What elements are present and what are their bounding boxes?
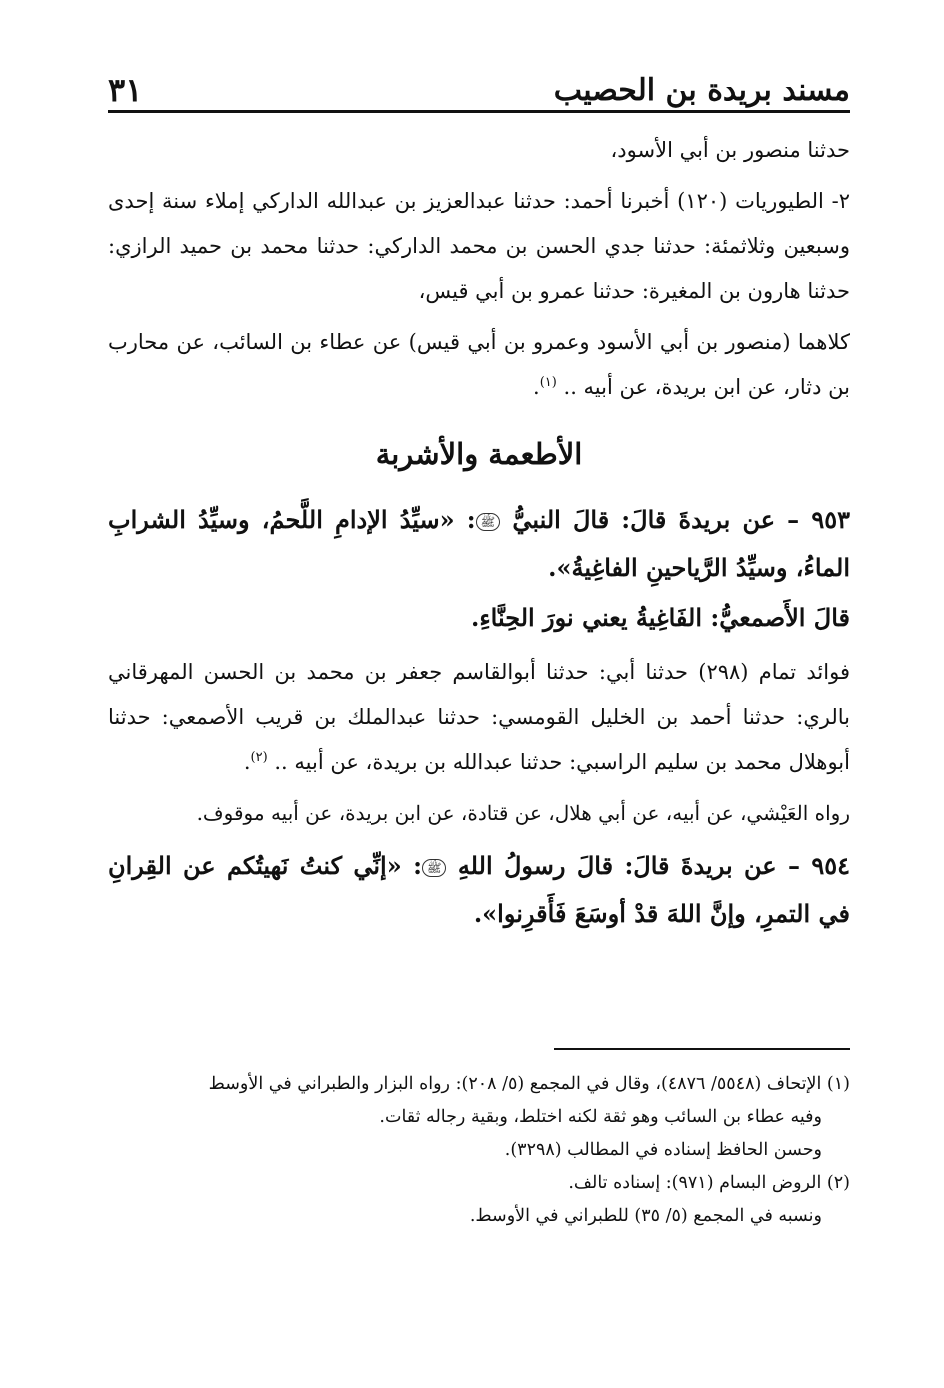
paragraph-3-text: كلاهما (منصور بن أبي الأسود وعمرو بن أبي قيس) عن عطاء بن السائب، عن محارب بن دثار، عن ابن بريدة، عن أبيه .. [108,330,850,399]
footnotes [108,1068,850,1233]
header-divider [108,110,850,113]
salawat-glyph: ﷺ [476,513,501,531]
page-header [108,62,850,109]
footnote-2-line-1: (٢) الروض البسام (٩٧١): إسناده تالف. [568,1173,850,1193]
section-heading: الأطعمة والأشربة [375,437,583,471]
footnote-1-line-2: وفيه عطاء بن السائب وهو ثقة لكنه اختلط، وبقية رجاله ثقات. [379,1107,822,1127]
paragraph-3-end: . [533,375,540,399]
main-text [108,128,850,940]
hadith-954-number: ٩٥٤ [811,851,850,880]
paragraph-4-end: . [243,750,251,774]
hadith-954 [108,842,850,938]
running-title: مسند بريدة بن الحصيب [553,73,850,108]
hadith-954-text: : «إنِّي كنتُ نَهيتُكم عن القِرانِ في التمرِ، وإنَّ اللهَ قدْ أوسَعَ فَأَقرِنوا». [108,851,850,928]
paragraph-4 [108,650,850,785]
hadith-953-intro: – عن بريدةَ قالَ: قالَ النبيُّ [512,505,800,534]
paragraph-4-text: فوائد تمام (٢٩٨) حدثنا أبي: حدثنا أبوالقاسم جعفر بن محمد بن الحسن المهرقاني بالري: حدثنا أحمد بن الخليل القومسي: حدثنا عبدالملك بن قريب الأصمعي: حدثنا أبوهلال محمد بن سليم الراسبي: حدثنا عبدالله بن بريدة، عن أبيه .. [108,660,850,774]
salawat-glyph: ﷺ [422,859,447,877]
hadith-954-intro: – عن بريدةَ قالَ: قالَ رسولُ اللهِ [457,851,800,880]
footnote-1-line-3: وحسن الحافظ إسناده في المطالب (٣٢٩٨). [504,1140,822,1160]
paragraph-1: حدثنا منصور بن أبي الأسود، [610,138,850,162]
paragraph-3 [108,320,850,410]
paragraph-2: ٢- الطيوريات (١٢٠) أخبرنا أحمد: حدثنا عبدالعزيز بن عبدالله الداركي إملاء سنة إحدى وسبعين وثلاثمئة: حدثنا جدي الحسن بن محمد الداركي: حدثنا محمد بن حميد الرازي: حدثنا هارون بن المغيرة: حدثنا عمرو بن أبي قيس، [108,189,850,303]
footnote-2-line-2: ونسبه في المجمع (٥/ ٣٥) للطبراني في الأوسط. [469,1206,822,1226]
hadith-953-commentary: قالَ الأَصمعيُّ: الفَاغِيةُ يعني نورَ الحِنَّاءِ. [471,603,850,632]
page-number: ٣١ [108,71,143,109]
footnote-ref-1: (١) [539,375,557,390]
paragraph-5: رواه العَيْشي، عن أبيه، عن أبي هلال، عن قتادة، عن ابن بريدة، عن أبيه موقوف. [196,801,850,825]
footnote-ref-2: (٢) [250,750,268,765]
footnote-divider [554,1048,850,1050]
footnote-1-line-1: (١) الإتحاف (٥٥٤٨/ ٤٨٧٦)، وقال في المجمع (٥/ ٢٠٨): رواه البزار والطبراني في الأوسط [208,1074,850,1094]
hadith-953-number: ٩٥٣ [811,505,851,534]
hadith-953 [108,496,850,592]
hadith-953-text: : «سيِّدُ الإدامِ اللَّحمُ، وسيِّدُ الشرابِ الماءُ، وسيِّدُ الرَّياحينِ الفاغِيةُ». [108,505,850,582]
